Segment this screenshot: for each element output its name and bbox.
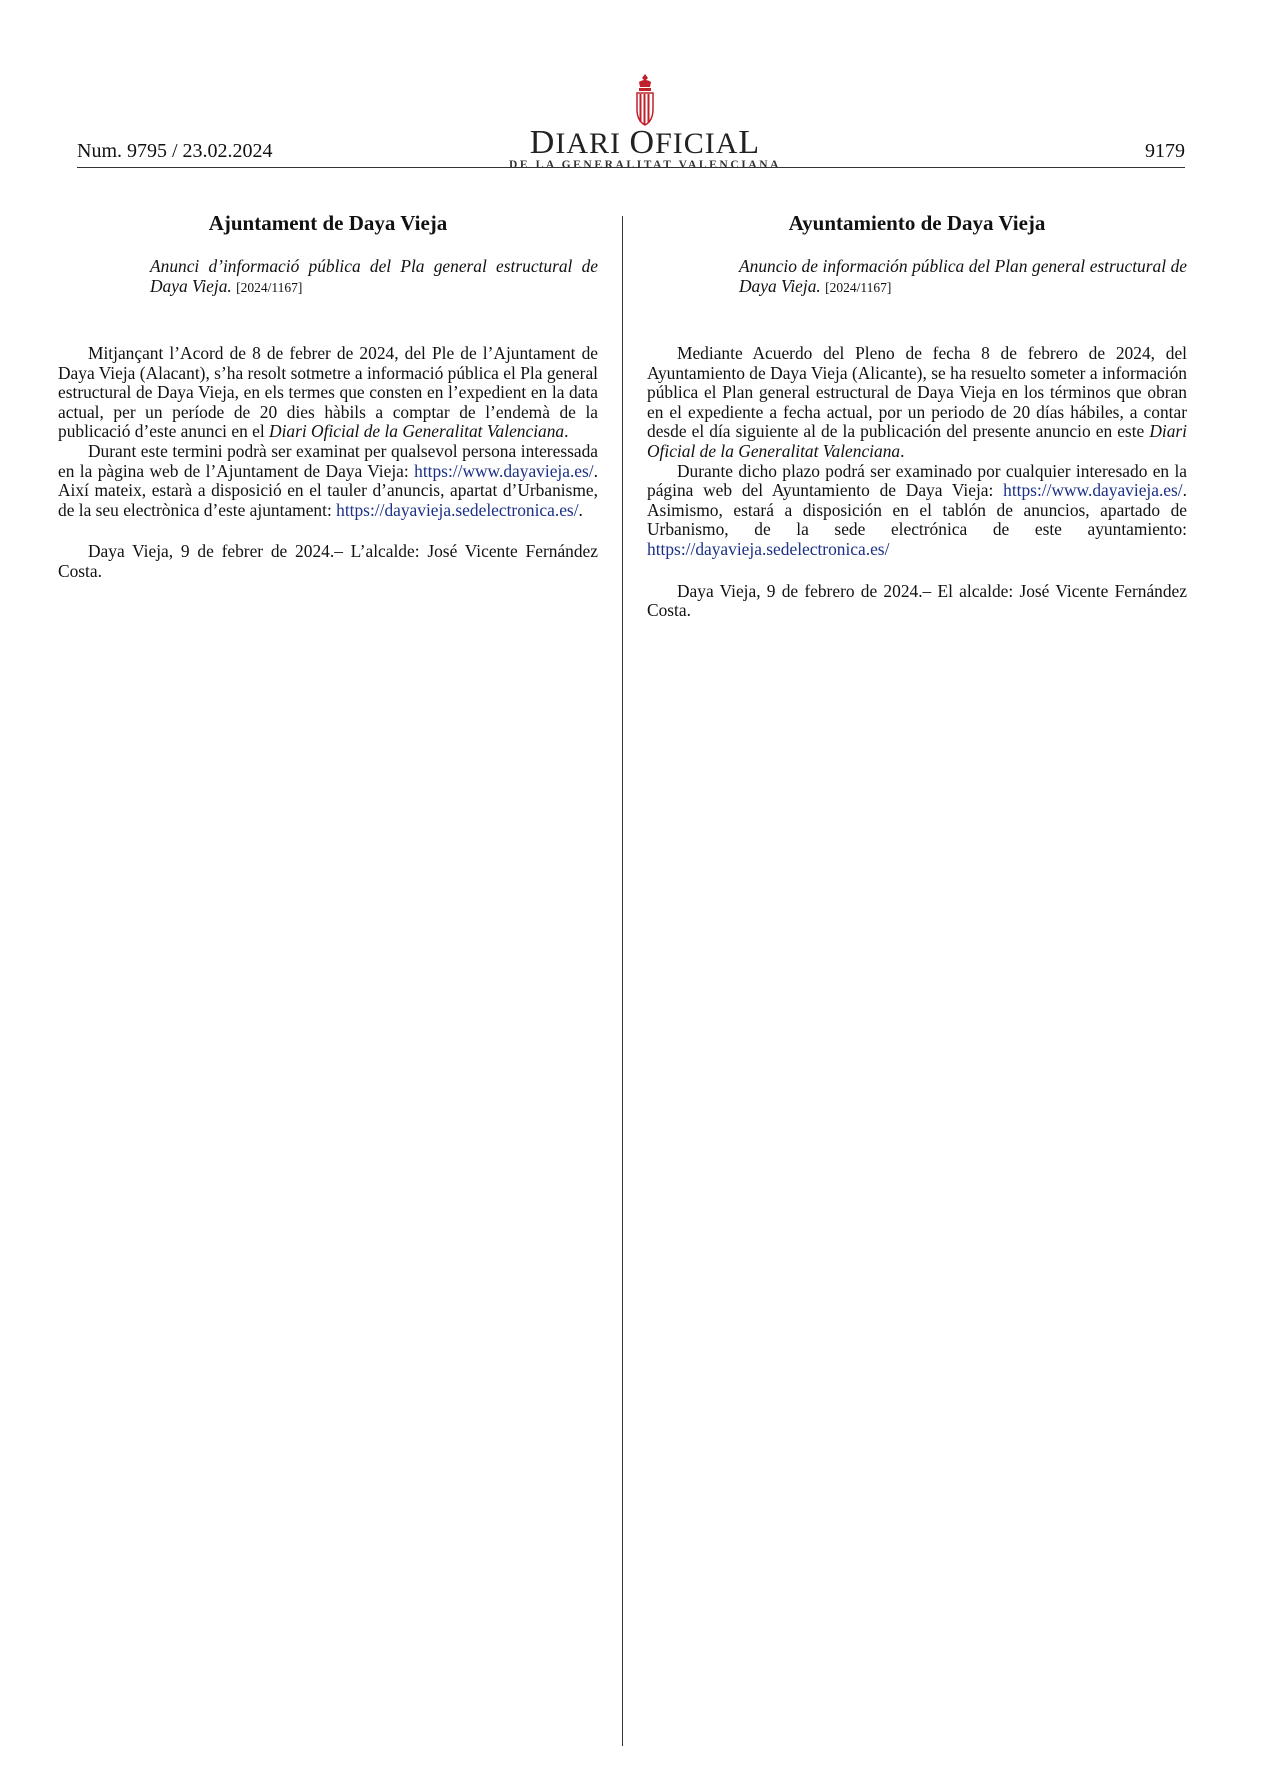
issue-number-date: Num. 9795 / 23.02.2024	[77, 140, 273, 162]
announcement-heading: Ajuntament de Daya Vieja	[208, 211, 448, 235]
announcement-subtitle: Anunci d’informació pública del Pla general estructural de Daya Vieja. [2024/1167]	[150, 256, 598, 296]
spanish-column	[647, 210, 1187, 621]
website-link[interactable]: https://www.dayavieja.es/	[414, 460, 594, 481]
announcement-subtitle: Anuncio de información pública del Plan general estructural de Daya Vieja. [2024/1167]	[739, 256, 1187, 296]
page-number: 9179	[1145, 140, 1185, 162]
reference-code: [2024/1167]	[825, 280, 892, 295]
masthead-title: DIARI OFICIAL	[529, 124, 761, 161]
body-paragraph-2: Durante dicho plazo podrá ser examinado por cualquier interesado en la página web del Ayuntamiento de Daya Vieja: https://www.dayavieja.es/. Asimismo, estará a disposición en el tablón de anuncios, apartado de Urbanismo, de la sede electrónica de este ayuntamiento: https://dayavieja.sedelectronica.es/	[647, 460, 1187, 559]
signature-line: Daya Vieja, 9 de febrero de 2024.– El alcalde: José Vicente Fernández Costa.	[647, 580, 1187, 621]
masthead	[500, 72, 790, 171]
masthead-subtitle: DE LA GENERALITAT VALENCIANA	[508, 159, 782, 171]
signature-line: Daya Vieja, 9 de febrer de 2024.– L’alcalde: José Vicente Fernández Costa.	[58, 541, 598, 581]
announcement-heading: Ayuntamiento de Daya Vieja	[788, 211, 1046, 235]
reference-code: [2024/1167]	[236, 280, 303, 295]
header-rule	[77, 167, 1185, 168]
body-paragraph-1: Mitjançant l’Acord de 8 de febrer de 2024, del Ple de l’Ajuntament de Daya Vieja (Alacant), s’ha resolt sotmetre a informació pública el Pla general estructural de Daya Vieja, en els termes que consten en l’expedient en la data actual, per un període de 20 dies hàbils a comptar de l’endemà de la publicació d’este anunci en el Diari Oficial de la Generalitat Valenciana.	[58, 343, 598, 442]
body-paragraph-2: Durant este termini podrà ser examinat per qualsevol persona interessada en la pàgina web de l’Ajuntament de Daya Vieja: https://www.dayavieja.es/. Així mateix, estarà a disposició en el tauler d’anuncis, apartat d’Urbanisme, de la seu electrònica d’este ajuntament: https://dayavieja.sedelectronica.es/.	[58, 440, 598, 520]
e-office-link[interactable]: https://dayavieja.sedelectronica.es/	[336, 499, 579, 520]
body-paragraph-1: Mediante Acuerdo del Pleno de fecha 8 de febrero de 2024, del Ayuntamiento de Daya Vieja (Alicante), se ha resuelto someter a información pública el Plan general estructural de Daya Vieja en los términos que obran en el expediente a fecha actual, por un periodo de 20 días hábiles, a contar desde el día siguiente al de la publicación del presente anuncio en este Diari Oficial de la Generalitat Valenciana.	[647, 343, 1187, 461]
website-link[interactable]: https://www.dayavieja.es/	[1003, 480, 1183, 501]
generalitat-coat-of-arms-icon	[630, 72, 660, 128]
e-office-link[interactable]: https://dayavieja.sedelectronica.es/	[647, 538, 890, 559]
valencian-column	[58, 210, 598, 582]
column-divider	[622, 216, 623, 1746]
